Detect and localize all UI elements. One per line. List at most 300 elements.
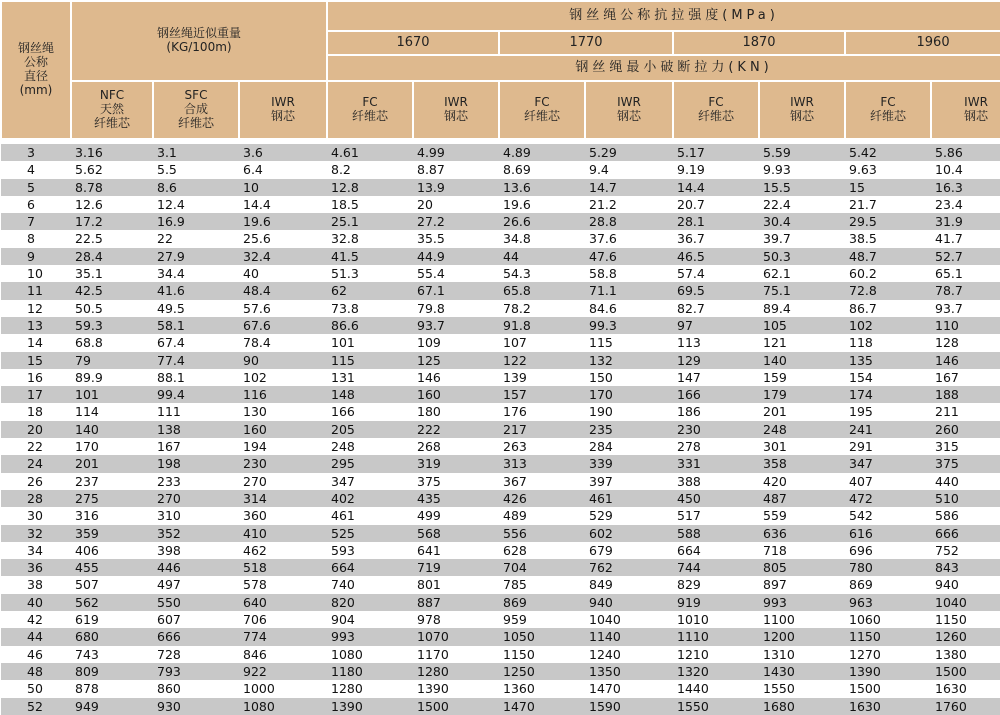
value-cell: 67.4: [153, 334, 239, 351]
value-cell: 154: [845, 369, 931, 386]
table-row: [1, 213, 1000, 230]
value-cell: 5.86: [931, 144, 1000, 161]
value-cell: 446: [153, 559, 239, 576]
col-fc-1870: FC 纤维芯: [673, 81, 759, 139]
value-cell: 706: [239, 611, 327, 628]
value-cell: 78.7: [931, 282, 1000, 299]
value-cell: 829: [673, 576, 759, 593]
value-cell: 352: [153, 525, 239, 542]
value-cell: 9.4: [585, 161, 673, 178]
diameter-cell: 36: [1, 559, 71, 576]
value-cell: 263: [499, 438, 585, 455]
value-cell: 17.2: [71, 213, 153, 230]
value-cell: 331: [673, 455, 759, 472]
value-cell: 150: [585, 369, 673, 386]
table-row: [1, 559, 1000, 576]
value-cell: 410: [239, 525, 327, 542]
value-cell: 146: [413, 369, 499, 386]
value-cell: 1040: [931, 594, 1000, 611]
value-cell: 140: [71, 421, 153, 438]
value-cell: 147: [673, 369, 759, 386]
value-cell: 30.4: [759, 213, 845, 230]
value-cell: 40: [239, 265, 327, 282]
value-cell: 4.89: [499, 144, 585, 161]
value-cell: 160: [239, 421, 327, 438]
value-cell: 4.99: [413, 144, 499, 161]
value-cell: 3.1: [153, 144, 239, 161]
value-cell: 358: [759, 455, 845, 472]
value-cell: 12.6: [71, 196, 153, 213]
value-cell: 8.6: [153, 179, 239, 196]
table-row: [1, 438, 1000, 455]
value-cell: 222: [413, 421, 499, 438]
value-cell: 3.16: [71, 144, 153, 161]
value-cell: 157: [499, 386, 585, 403]
value-cell: 744: [673, 559, 759, 576]
value-cell: 78.4: [239, 334, 327, 351]
col-iwr-1870: IWR 钢芯: [759, 81, 845, 139]
value-cell: 211: [931, 403, 1000, 420]
value-cell: 19.6: [239, 213, 327, 230]
value-cell: 556: [499, 525, 585, 542]
value-cell: 887: [413, 594, 499, 611]
value-cell: 170: [585, 386, 673, 403]
value-cell: 542: [845, 507, 931, 524]
value-cell: 27.9: [153, 248, 239, 265]
value-cell: 959: [499, 611, 585, 628]
value-cell: 237: [71, 473, 153, 490]
value-cell: 5.42: [845, 144, 931, 161]
value-cell: 679: [585, 542, 673, 559]
value-cell: 897: [759, 576, 845, 593]
value-cell: 846: [239, 646, 327, 663]
value-cell: 367: [499, 473, 585, 490]
value-cell: 23.4: [931, 196, 1000, 213]
value-cell: 718: [759, 542, 845, 559]
value-cell: 22.4: [759, 196, 845, 213]
value-cell: 398: [153, 542, 239, 559]
grade-1870: 1870: [673, 31, 845, 55]
diameter-cell: 30: [1, 507, 71, 524]
value-cell: 525: [327, 525, 413, 542]
value-cell: 58.8: [585, 265, 673, 282]
value-cell: 1390: [413, 680, 499, 697]
value-cell: 65.8: [499, 282, 585, 299]
value-cell: 704: [499, 559, 585, 576]
table-row: [1, 628, 1000, 645]
value-cell: 88.1: [153, 369, 239, 386]
value-cell: 111: [153, 403, 239, 420]
value-cell: 696: [845, 542, 931, 559]
diameter-cell: 34: [1, 542, 71, 559]
value-cell: 1260: [931, 628, 1000, 645]
value-cell: 65.1: [931, 265, 1000, 282]
value-cell: 25.6: [239, 230, 327, 247]
value-cell: 1470: [499, 698, 585, 715]
table-row: [1, 144, 1000, 161]
value-cell: 728: [153, 646, 239, 663]
col-sfc: SFC 合成 纤维芯: [153, 81, 239, 139]
value-cell: 89.4: [759, 300, 845, 317]
value-cell: 1040: [585, 611, 673, 628]
value-cell: 93.7: [931, 300, 1000, 317]
value-cell: 310: [153, 507, 239, 524]
value-cell: 79.8: [413, 300, 499, 317]
value-cell: 22.5: [71, 230, 153, 247]
value-cell: 640: [239, 594, 327, 611]
diameter-cell: 24: [1, 455, 71, 472]
value-cell: 314: [239, 490, 327, 507]
value-cell: 167: [153, 438, 239, 455]
value-cell: 148: [327, 386, 413, 403]
value-cell: 174: [845, 386, 931, 403]
value-cell: 115: [585, 334, 673, 351]
value-cell: 268: [413, 438, 499, 455]
value-cell: 550: [153, 594, 239, 611]
value-cell: 8.78: [71, 179, 153, 196]
value-cell: 34.8: [499, 230, 585, 247]
value-cell: 9.93: [759, 161, 845, 178]
value-cell: 849: [585, 576, 673, 593]
diameter-cell: 44: [1, 628, 71, 645]
value-cell: 559: [759, 507, 845, 524]
value-cell: 93.7: [413, 317, 499, 334]
diameter-cell: 8: [1, 230, 71, 247]
value-cell: 27.2: [413, 213, 499, 230]
value-cell: 5.59: [759, 144, 845, 161]
value-cell: 68.8: [71, 334, 153, 351]
value-cell: 248: [759, 421, 845, 438]
col-fc-1670: FC 纤维芯: [327, 81, 413, 139]
value-cell: 1060: [845, 611, 931, 628]
value-cell: 1270: [845, 646, 931, 663]
diameter-cell: 13: [1, 317, 71, 334]
diameter-cell: 4: [1, 161, 71, 178]
value-cell: 301: [759, 438, 845, 455]
table-body: [1, 144, 1000, 715]
value-cell: 8.87: [413, 161, 499, 178]
value-cell: 201: [759, 403, 845, 420]
value-cell: 167: [931, 369, 1000, 386]
value-cell: 1280: [413, 663, 499, 680]
value-cell: 8.69: [499, 161, 585, 178]
value-cell: 48.4: [239, 282, 327, 299]
diameter-cell: 42: [1, 611, 71, 628]
value-cell: 780: [845, 559, 931, 576]
diameter-cell: 16: [1, 369, 71, 386]
value-cell: 86.6: [327, 317, 413, 334]
value-cell: 110: [931, 317, 1000, 334]
value-cell: 1180: [327, 663, 413, 680]
value-cell: 10: [239, 179, 327, 196]
value-cell: 315: [931, 438, 1000, 455]
table-row: [1, 196, 1000, 213]
value-cell: 48.7: [845, 248, 931, 265]
value-cell: 138: [153, 421, 239, 438]
value-cell: 47.6: [585, 248, 673, 265]
diameter-cell: 46: [1, 646, 71, 663]
strength-title: 钢丝绳公称抗拉强度(MPa): [327, 1, 1000, 31]
value-cell: 588: [673, 525, 759, 542]
value-cell: 241: [845, 421, 931, 438]
value-cell: 230: [673, 421, 759, 438]
value-cell: 130: [239, 403, 327, 420]
value-cell: 15.5: [759, 179, 845, 196]
value-cell: 1010: [673, 611, 759, 628]
value-cell: 67.1: [413, 282, 499, 299]
value-cell: 752: [931, 542, 1000, 559]
value-cell: 195: [845, 403, 931, 420]
table-row: [1, 698, 1000, 715]
value-cell: 664: [327, 559, 413, 576]
value-cell: 10.4: [931, 161, 1000, 178]
value-cell: 641: [413, 542, 499, 559]
value-cell: 774: [239, 628, 327, 645]
value-cell: 26.6: [499, 213, 585, 230]
value-cell: 28.1: [673, 213, 759, 230]
table-row: [1, 179, 1000, 196]
value-cell: 21.7: [845, 196, 931, 213]
value-cell: 360: [239, 507, 327, 524]
value-cell: 12.4: [153, 196, 239, 213]
value-cell: 38.5: [845, 230, 931, 247]
diameter-cell: 17: [1, 386, 71, 403]
value-cell: 105: [759, 317, 845, 334]
value-cell: 115: [327, 352, 413, 369]
value-cell: 260: [931, 421, 1000, 438]
grade-1960: 1960: [845, 31, 1000, 55]
value-cell: 5.29: [585, 144, 673, 161]
value-cell: 978: [413, 611, 499, 628]
value-cell: 1080: [327, 646, 413, 663]
value-cell: 82.7: [673, 300, 759, 317]
value-cell: 75.1: [759, 282, 845, 299]
value-cell: 9.63: [845, 161, 931, 178]
value-cell: 1470: [585, 680, 673, 697]
value-cell: 499: [413, 507, 499, 524]
value-cell: 275: [71, 490, 153, 507]
value-cell: 664: [673, 542, 759, 559]
diameter-cell: 14: [1, 334, 71, 351]
table-row: [1, 300, 1000, 317]
value-cell: 388: [673, 473, 759, 490]
value-cell: 666: [931, 525, 1000, 542]
value-cell: 518: [239, 559, 327, 576]
value-cell: 993: [327, 628, 413, 645]
value-cell: 50.5: [71, 300, 153, 317]
value-cell: 339: [585, 455, 673, 472]
value-cell: 375: [413, 473, 499, 490]
value-cell: 12.8: [327, 179, 413, 196]
value-cell: 1240: [585, 646, 673, 663]
value-cell: 131: [327, 369, 413, 386]
value-cell: 35.5: [413, 230, 499, 247]
value-cell: 1170: [413, 646, 499, 663]
col-iwr-1960: IWR 钢芯: [931, 81, 1000, 139]
value-cell: 89.9: [71, 369, 153, 386]
value-cell: 62.1: [759, 265, 845, 282]
value-cell: 186: [673, 403, 759, 420]
value-cell: 8.2: [327, 161, 413, 178]
value-cell: 59.3: [71, 317, 153, 334]
table-row: [1, 646, 1000, 663]
value-cell: 375: [931, 455, 1000, 472]
value-cell: 666: [153, 628, 239, 645]
value-cell: 940: [585, 594, 673, 611]
value-cell: 13.9: [413, 179, 499, 196]
value-cell: 179: [759, 386, 845, 403]
value-cell: 55.4: [413, 265, 499, 282]
value-cell: 201: [71, 455, 153, 472]
diameter-header: 钢丝绳 公称 直径 (mm): [1, 1, 71, 139]
value-cell: 205: [327, 421, 413, 438]
value-cell: 5.5: [153, 161, 239, 178]
value-cell: 6.4: [239, 161, 327, 178]
value-cell: 586: [931, 507, 1000, 524]
value-cell: 109: [413, 334, 499, 351]
value-cell: 102: [845, 317, 931, 334]
value-cell: 18.5: [327, 196, 413, 213]
value-cell: 180: [413, 403, 499, 420]
grade-1670: 1670: [327, 31, 499, 55]
col-fc-1960: FC 纤维芯: [845, 81, 931, 139]
table-row: [1, 594, 1000, 611]
value-cell: 805: [759, 559, 845, 576]
value-cell: 1070: [413, 628, 499, 645]
value-cell: 20.7: [673, 196, 759, 213]
value-cell: 1390: [845, 663, 931, 680]
table-row: [1, 265, 1000, 282]
table-row: [1, 352, 1000, 369]
diameter-cell: 26: [1, 473, 71, 490]
table-row: [1, 490, 1000, 507]
col-iwr-weight: IWR 钢芯: [239, 81, 327, 139]
table-row: [1, 576, 1000, 593]
col-fc-1770: FC 纤维芯: [499, 81, 585, 139]
value-cell: 28.4: [71, 248, 153, 265]
value-cell: 904: [327, 611, 413, 628]
value-cell: 113: [673, 334, 759, 351]
value-cell: 517: [673, 507, 759, 524]
value-cell: 397: [585, 473, 673, 490]
value-cell: 101: [327, 334, 413, 351]
value-cell: 67.6: [239, 317, 327, 334]
value-cell: 217: [499, 421, 585, 438]
value-cell: 319: [413, 455, 499, 472]
value-cell: 1550: [759, 680, 845, 697]
value-cell: 58.1: [153, 317, 239, 334]
value-cell: 1360: [499, 680, 585, 697]
table-row: [1, 473, 1000, 490]
value-cell: 407: [845, 473, 931, 490]
table-row: [1, 421, 1000, 438]
value-cell: 3.6: [239, 144, 327, 161]
value-cell: 1280: [327, 680, 413, 697]
value-cell: 602: [585, 525, 673, 542]
value-cell: 1630: [845, 698, 931, 715]
value-cell: 316: [71, 507, 153, 524]
value-cell: 843: [931, 559, 1000, 576]
value-cell: 25.1: [327, 213, 413, 230]
value-cell: 5.62: [71, 161, 153, 178]
value-cell: 78.2: [499, 300, 585, 317]
col-iwr-1670: IWR 钢芯: [413, 81, 499, 139]
diameter-cell: 22: [1, 438, 71, 455]
value-cell: 140: [759, 352, 845, 369]
value-cell: 1440: [673, 680, 759, 697]
value-cell: 129: [673, 352, 759, 369]
table-row: [1, 386, 1000, 403]
value-cell: 1550: [673, 698, 759, 715]
value-cell: 79: [71, 352, 153, 369]
value-cell: 295: [327, 455, 413, 472]
value-cell: 1500: [413, 698, 499, 715]
value-cell: 426: [499, 490, 585, 507]
value-cell: 507: [71, 576, 153, 593]
value-cell: 235: [585, 421, 673, 438]
diameter-cell: 32: [1, 525, 71, 542]
value-cell: 51.3: [327, 265, 413, 282]
value-cell: 440: [931, 473, 1000, 490]
value-cell: 1200: [759, 628, 845, 645]
value-cell: 562: [71, 594, 153, 611]
diameter-cell: 3: [1, 144, 71, 161]
value-cell: 36.7: [673, 230, 759, 247]
value-cell: 91.8: [499, 317, 585, 334]
diameter-cell: 6: [1, 196, 71, 213]
value-cell: 4.61: [327, 144, 413, 161]
value-cell: 1760: [931, 698, 1000, 715]
value-cell: 15: [845, 179, 931, 196]
table-row: [1, 369, 1000, 386]
value-cell: 1150: [931, 611, 1000, 628]
value-cell: 34.4: [153, 265, 239, 282]
diameter-cell: 48: [1, 663, 71, 680]
value-cell: 230: [239, 455, 327, 472]
value-cell: 57.6: [239, 300, 327, 317]
value-cell: 198: [153, 455, 239, 472]
value-cell: 869: [499, 594, 585, 611]
value-cell: 41.5: [327, 248, 413, 265]
value-cell: 62: [327, 282, 413, 299]
diameter-cell: 15: [1, 352, 71, 369]
value-cell: 1080: [239, 698, 327, 715]
value-cell: 132: [585, 352, 673, 369]
diameter-cell: 7: [1, 213, 71, 230]
value-cell: 1390: [327, 698, 413, 715]
diameter-cell: 18: [1, 403, 71, 420]
value-cell: 568: [413, 525, 499, 542]
value-cell: 44.9: [413, 248, 499, 265]
value-cell: 121: [759, 334, 845, 351]
value-cell: 44: [499, 248, 585, 265]
value-cell: 1210: [673, 646, 759, 663]
col-iwr-1770: IWR 钢芯: [585, 81, 673, 139]
value-cell: 347: [327, 473, 413, 490]
value-cell: 291: [845, 438, 931, 455]
value-cell: 680: [71, 628, 153, 645]
value-cell: 793: [153, 663, 239, 680]
value-cell: 1680: [759, 698, 845, 715]
value-cell: 248: [327, 438, 413, 455]
value-cell: 135: [845, 352, 931, 369]
value-cell: 487: [759, 490, 845, 507]
value-cell: 762: [585, 559, 673, 576]
value-cell: 461: [327, 507, 413, 524]
diameter-cell: 5: [1, 179, 71, 196]
value-cell: 122: [499, 352, 585, 369]
value-cell: 489: [499, 507, 585, 524]
